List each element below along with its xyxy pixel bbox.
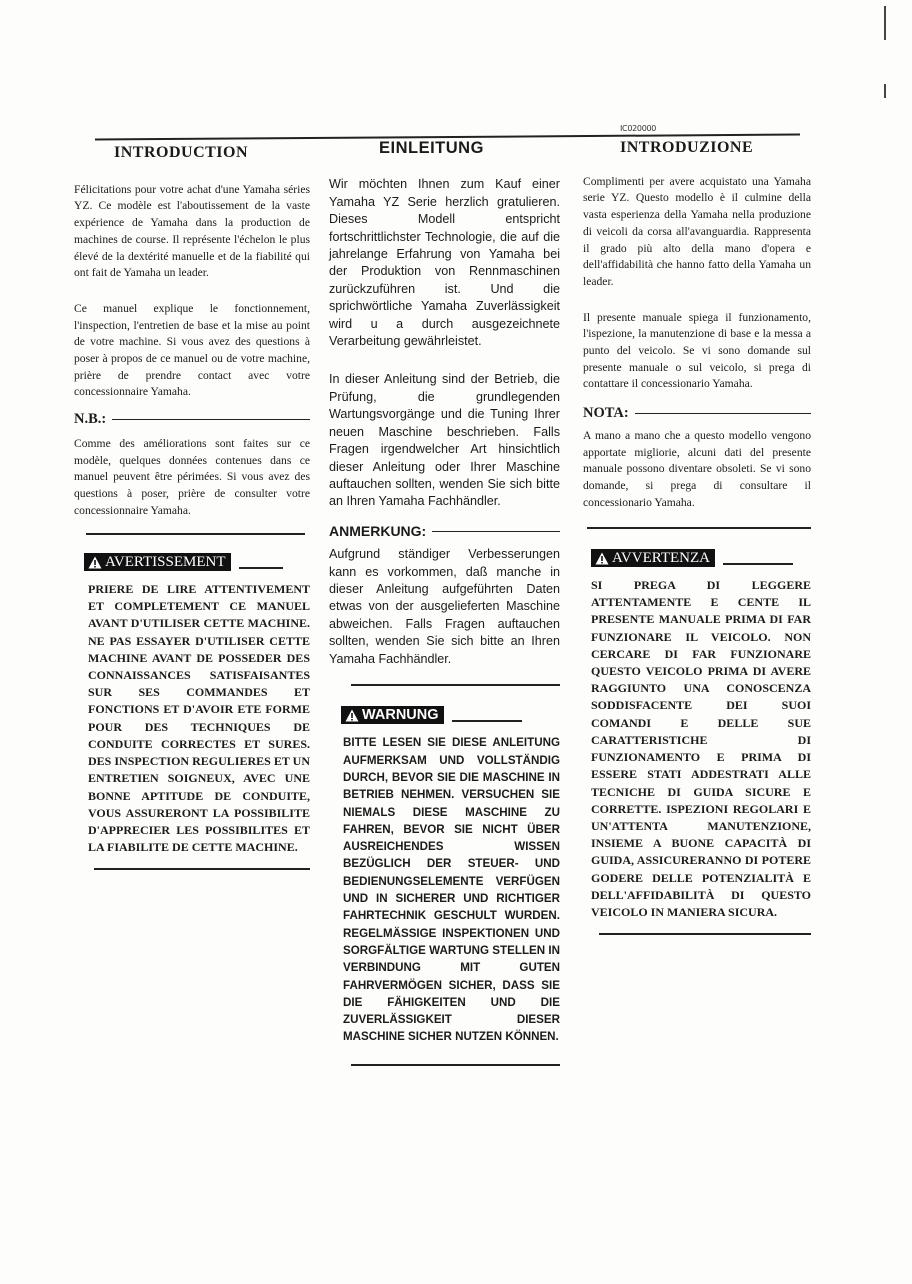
french-warning-text: PRIERE DE LIRE ATTENTIVEMENT ET COMPLETEMENT CE MANUEL AVANT D'UTILISER CETTE MACHINE. NE PAS ESSAYER D'UTILISER CETTE MACHINE AVANT DE POSSEDER DES CONNAISSANCES SATISFAISANTES SUR SES COMMANDES ET FONCTIONS ET D'AVOIR ETE FORME POUR DES TECHNIQUES DE CONDUITE CORRECTES ET SURES. DES INSPECTION REGULIERES ET UN ENTRETIEN SOIGNEUX, AVEC UNE BONNE APTITUDE DE CONDUITE, VOUS ASSURERONT LA POSSIBILITE D'APPRECIER LES POSSIBILITES ET LA FIABILITE DE CETTE MACHINE. bbox=[88, 582, 310, 855]
italian-note-heading bbox=[583, 405, 811, 422]
german-warning-rule bbox=[452, 720, 522, 722]
warning-triangle-icon bbox=[88, 556, 102, 569]
german-warning-label: WARNUNG bbox=[362, 706, 439, 723]
italian-note-end-rule bbox=[587, 527, 811, 529]
french-warning-rule bbox=[239, 567, 283, 569]
french-note-end-rule bbox=[86, 533, 305, 535]
french-paragraph-1: Félicitations pour votre achat d'une Yamaha séries YZ. Ce modèle est l'aboutissement de la vaste expérience de Yamaha dans la production de machines de course. Il représente l'échelon le plus élevé de la dextérité manuelle et de la fiabilité qui ont fait de Yamaha un leader. bbox=[74, 182, 310, 280]
italian-paragraph-2: Il presente manuale spiega il funzionamento, l'ispezione, la manutenzione di base e la messa a punto del veicolo. Se vi sono domande sul presente manuale o sul veicolo, si prega di contattare il concessionario Yamaha. bbox=[583, 310, 811, 391]
french-note-rule bbox=[112, 419, 310, 421]
warning-triangle-icon bbox=[595, 552, 609, 565]
italian-warning-end-rule bbox=[599, 933, 811, 935]
italian-title: INTRODUZIONE bbox=[620, 139, 754, 156]
french-warning-end-rule bbox=[94, 868, 310, 870]
italian-warning-badge bbox=[591, 549, 715, 567]
german-warning-badge bbox=[341, 706, 444, 724]
german-paragraph-2: In dieser Anleitung sind der Betrieb, die Prüfung, die grundlegenden Wartungsvorgänge und die Tuning Ihrer neuen Maschine beschrieben. Falls Fragen irgendwelcher Art hinsichtlich dieser Anleitung oder Ihrer Maschine auftauchen sollten, wenden Sie sich bitte an Ihren Yamaha Fachhändler. bbox=[329, 372, 560, 509]
french-warning-label: AVERTISSEMENT bbox=[105, 554, 226, 571]
german-paragraph-1: Wir möchten Ihnen zum Kauf einer Yamaha YZ Serie herzlich gratulieren. Dieses Modell entspricht fortschrittlichster Technologie, die auf die jahrelange Erfahrung von Yamaha bei der Produktion von Rennmaschinen zurückzuführen ist. Und die sprichwörtliche Yamaha Zuverlässigkeit wird u a durch ausgezeichnete Verarbeitung gewährleistet. bbox=[329, 177, 560, 349]
scan-margin-mark bbox=[884, 84, 886, 98]
italian-warning-rule bbox=[723, 563, 793, 565]
french-warning-badge bbox=[84, 553, 231, 571]
german-title: EINLEITUNG bbox=[379, 139, 484, 157]
german-note-text: Aufgrund ständiger Verbesserungen kann es vorkommen, daß manche in dieser Anleitung aufgeführten Daten etwas von der ausgelieferten Maschine abweichen. Falls Fragen auftauchen sollten, wenden Sie sich bitte an Ihren Yamaha Fachhändler. bbox=[329, 547, 560, 666]
warning-triangle-icon bbox=[345, 709, 359, 722]
german-warning-text: BITTE LESEN SIE DIESE ANLEITUNG AUFMERKSAM UND VOLLSTÄNDIG DURCH, BEVOR SIE DIE MASCHINE IN BETRIEB NEHMEN. VERSUCHEN SIE NIEMALS DIESE MASCHINE ZU FAHREN, BEVOR SIE NICHT ÜBER AUSREICHENDES WISSEN BEZÜGLICH DER STEUER- UND BEDIENUNGSELEMENTE VERFÜGEN UND IN SICHERER UND RICHTIGER FAHRTECHNIK GESCHULT WURDEN. REGELMÄSSIGE INSPEKTIONEN UND SORGFÄLTIGE WARTUNG STELLEN IN VERBINDUNG MIT GUTEN FAHRVERMÖGEN SICHER, DASS SIE DIE FÄHIGKEITEN UND DIE ZUVERLÄSSIGKEIT DIESER MASCHINE SICHER NUTZEN KÖNNEN. bbox=[343, 736, 560, 1044]
german-note-label: ANMERKUNG: bbox=[329, 522, 427, 539]
italian-column bbox=[583, 140, 811, 935]
italian-note-text: A mano a mano che a questo modello vengono apportate migliorie, alcuni dati del presente manuale possono diventare obsoleti. Se vi sono domande, si prega di consultare il concessionario Yamaha. bbox=[583, 428, 811, 509]
italian-warning-heading bbox=[591, 549, 811, 567]
italian-note-rule bbox=[635, 413, 811, 415]
german-note-rule bbox=[432, 531, 560, 533]
german-note-heading bbox=[329, 523, 560, 540]
italian-warning-label: AVVERTENZA bbox=[612, 550, 710, 567]
french-note-heading bbox=[74, 411, 310, 428]
french-warning-heading bbox=[84, 553, 310, 571]
german-note-end-rule bbox=[351, 684, 560, 686]
german-column bbox=[329, 140, 560, 1066]
german-warning-end-rule bbox=[351, 1064, 560, 1066]
french-column bbox=[74, 140, 310, 870]
section-code: IC020000 bbox=[620, 124, 657, 133]
french-note-text: Comme des améliorations sont faites sur ce modèle, quelques données contenues dans ce manuel peuvent être périmées. Si vous avez des questions à poser, prière de consulter votre concessionnaire Yamaha. bbox=[74, 436, 310, 517]
french-paragraph-2: Ce manuel explique le fonctionnement, l'inspection, l'entretien de base et la mise au point de votre machine. Si vous avez des questions à poser à propos de ce manuel ou de votre machine, prière de prendre contact avec votre concessionnaire Yamaha. bbox=[74, 301, 310, 399]
german-warning-heading bbox=[341, 706, 560, 724]
french-title: INTRODUCTION bbox=[114, 144, 249, 161]
italian-note-label: NOTA: bbox=[583, 405, 629, 422]
italian-paragraph-1: Complimenti per avere acquistato una Yamaha serie YZ. Questo modello è il culmine della vasta esperienza della Yamaha nella produzione di veicoli da corsa all'avanguardia. Rappresenta il grado più alto della mano d'opera e dell'affidabilità che hanno fatto della Yamaha un leader. bbox=[583, 174, 811, 288]
french-note-label: N.B.: bbox=[74, 411, 107, 428]
scan-margin-mark bbox=[884, 6, 886, 40]
italian-warning-text: SI PREGA DI LEGGERE ATTENTAMENTE E CENTE IL PRESENTE MANUALE PRIMA DI FAR FUNZIONARE IL VEICOLO. NON CERCARE DI FAR FUNZIONARE QUESTO VEICOLO PRIMA DI AVERE RAGGIUNTO UNA CONOSCENZA SODDISFACENTE DEI SUOI COMANDI E DELLE SUE CARATTERISTICHE DI FUNZIONAMENTO E PRIMA DI ESSERE STATI ADDESTRATI ALLE TECNICHE DI GUIDA SICURE E CORRETTE. ISPEZIONI REGOLARI E UN'ATTENTA MANUTENZIONE, INSIEME A BUONE CAPACITÀ DI GUIDA, ASSICURERANNO DI POTERE GODERE DELLE POTENZIALITÀ E DELL'AFFIDABILITÀ DI QUESTO VEICOLO IN MANIERA SICURA. bbox=[591, 578, 811, 919]
